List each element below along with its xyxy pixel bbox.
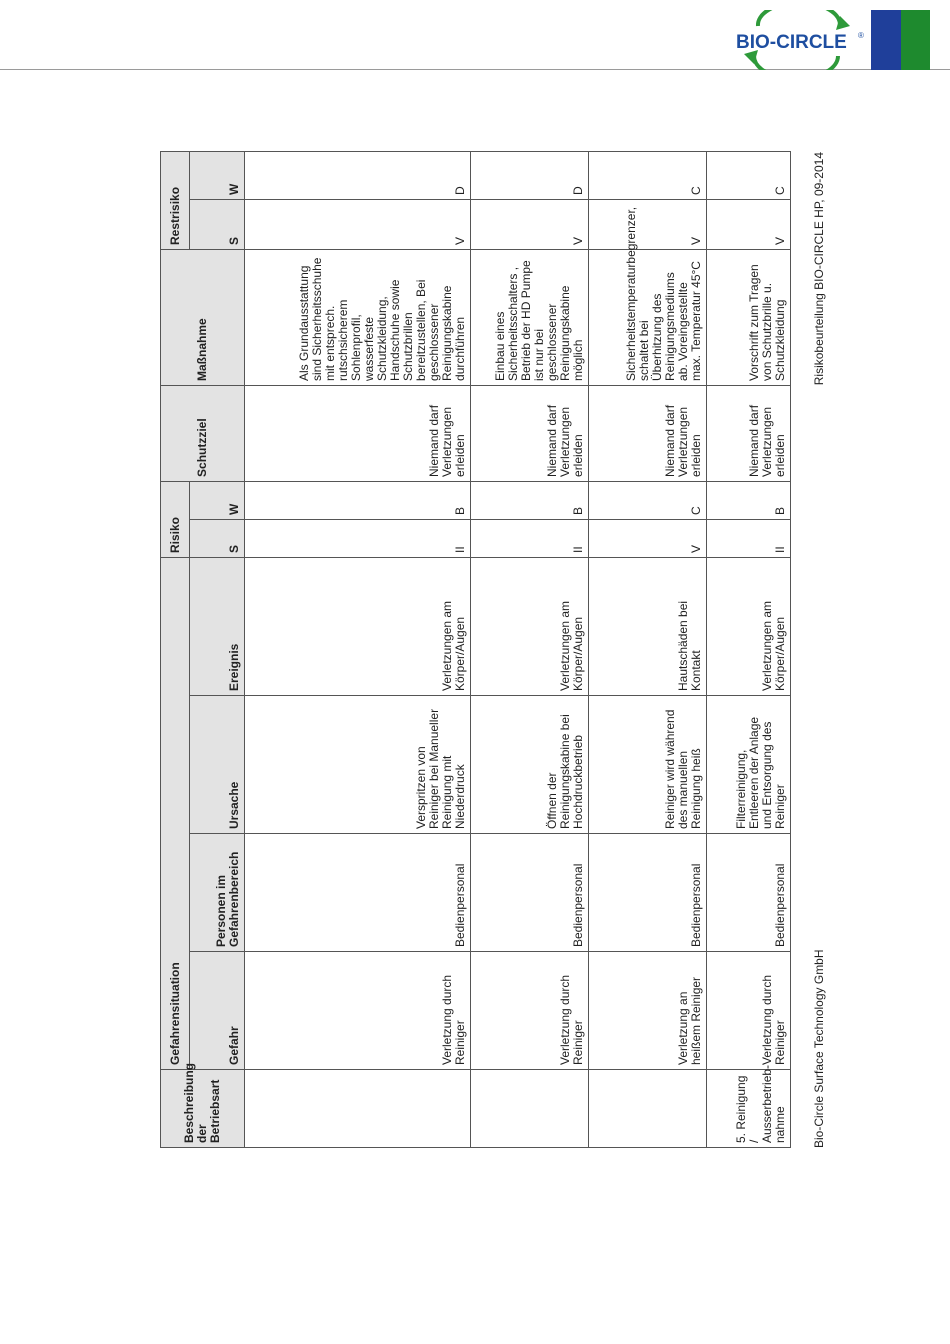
col-header-residual-s: S [190,199,245,249]
brand-color-block [871,10,930,70]
col-header-schutzziel: Schutzziel [161,385,245,481]
cell-s: V [589,520,707,558]
cell-ursache: Verspritzen von Reiniger bei Manueller Reinigung mit Niederdruck [245,696,471,834]
cell-schutzziel: Niemand darf Verletzungen erleiden [245,385,471,481]
cell-residual-s: V [589,199,707,249]
logo-text: BIO-CIRCLE [736,32,847,53]
cell-ursache: Filterreinigung, Entleeren der Anlage und Entsorgung des Reiniger [707,696,791,834]
cell-residual-s: V [471,199,589,249]
table-row [245,151,471,1147]
cell-massnahme: Vorschrift zum Tragen von Schutzbrille u. Schutzkleidung [707,249,791,385]
table-row [589,151,707,1147]
rotated-page-content [160,148,840,1148]
col-header-massnahme: Maßnahme [161,249,245,385]
cell-gefahr: Verletzung an heißem Reiniger [589,952,707,1070]
cell-personen: Bedienpersonal [589,834,707,952]
cell-ursache: Reiniger wird während des manuellen Reinigung heiß [589,696,707,834]
col-header-betriebsart: Beschreibung der Betriebsart [161,1070,245,1148]
cell-w: B [707,481,791,519]
cell-massnahme: Einbau eines Sicherheitsschalters , Betrieb der HD Pumpe ist nur bei geschlossener Reinigungskabine möglich [471,249,589,385]
cell-w: B [471,481,589,519]
cell-betriebsart [245,1070,471,1148]
cell-residual-w: C [707,151,791,199]
cell-betriebsart [471,1070,589,1148]
cell-w: C [589,481,707,519]
cell-schutzziel: Niemand darf Verletzungen erleiden [589,385,707,481]
col-header-s: S [190,520,245,558]
logo-registered-mark: ® [858,31,864,40]
brand-green-bar [901,10,930,70]
cell-gefahr: Verletzung durch Reiniger [707,952,791,1070]
cell-residual-w: D [245,151,471,199]
cell-residual-w: D [471,151,589,199]
cell-personen: Bedienpersonal [245,834,471,952]
cell-personen: Bedienpersonal [707,834,791,952]
group-header-situation: Gefahrensituation [161,558,190,1070]
col-header-w: W [190,481,245,519]
cell-s: II [707,520,791,558]
cell-schutzziel: Niemand darf Verletzungen erleiden [707,385,791,481]
cell-gefahr: Verletzung durch Reiniger [471,952,589,1070]
col-header-ereignis: Ereignis [190,558,245,696]
cell-ereignis: Verletzungen am Körper/Augen [245,558,471,696]
cell-ereignis: Hautschäden bei Kontakt [589,558,707,696]
cell-betriebsart [589,1070,707,1148]
bio-circle-logo [728,10,868,70]
cell-s: II [471,520,589,558]
footer-company: Bio-Circle Surface Technology GmbH [812,949,826,1148]
cell-residual-w: C [589,151,707,199]
cell-w: B [245,481,471,519]
col-header-gefahr: Gefahr [190,952,245,1070]
col-header-personen: Personen im Gefahrenbereich [190,834,245,952]
col-header-residual-w: W [190,151,245,199]
cell-personen: Bedienpersonal [471,834,589,952]
cell-gefahr: Verletzung durch Reiniger [245,952,471,1070]
footer-document-title: Risikobeurteilung BIO-CIRCLE HP, 09-2014 [812,152,826,386]
cell-massnahme: Als Grundausstattung sind Sicherheitsschuhe mit entsprech. rutschsicherem Sohlenprofil, wasserfeste Schutzkleidung, Handschuhe sowie Schutzbrillen bereitzustellen, Bei geschlossener Reinigungskabine durchführen [245,249,471,385]
cell-massnahme: Sicherheitstemperaturbegrenzer, schaltet bei Überhitzung des Reinigungsmediums ab. Voreingestellte max. Temperatur 45°C [589,249,707,385]
table-row [471,151,589,1147]
cell-ereignis: Verletzungen am Körper/Augen [707,558,791,696]
cell-betriebsart: 5. Reinigung / Ausserbetrieb-nahme [707,1070,791,1148]
cell-residual-s: V [707,199,791,249]
cell-s: II [245,520,471,558]
cell-ereignis: Verletzungen am Körper/Augen [471,558,589,696]
cell-residual-s: V [245,199,471,249]
cell-schutzziel: Niemand darf Verletzungen erleiden [471,385,589,481]
col-header-ursache: Ursache [190,696,245,834]
table-row [707,151,791,1147]
group-header-residual: Restrisiko [161,151,190,249]
risk-assessment-table [160,151,791,1148]
group-header-risk: Risiko [161,481,190,557]
cell-ursache: Öffnen der Reinigungskabine bei Hochdruckbetrieb [471,696,589,834]
brand-blue-bar [871,10,901,70]
